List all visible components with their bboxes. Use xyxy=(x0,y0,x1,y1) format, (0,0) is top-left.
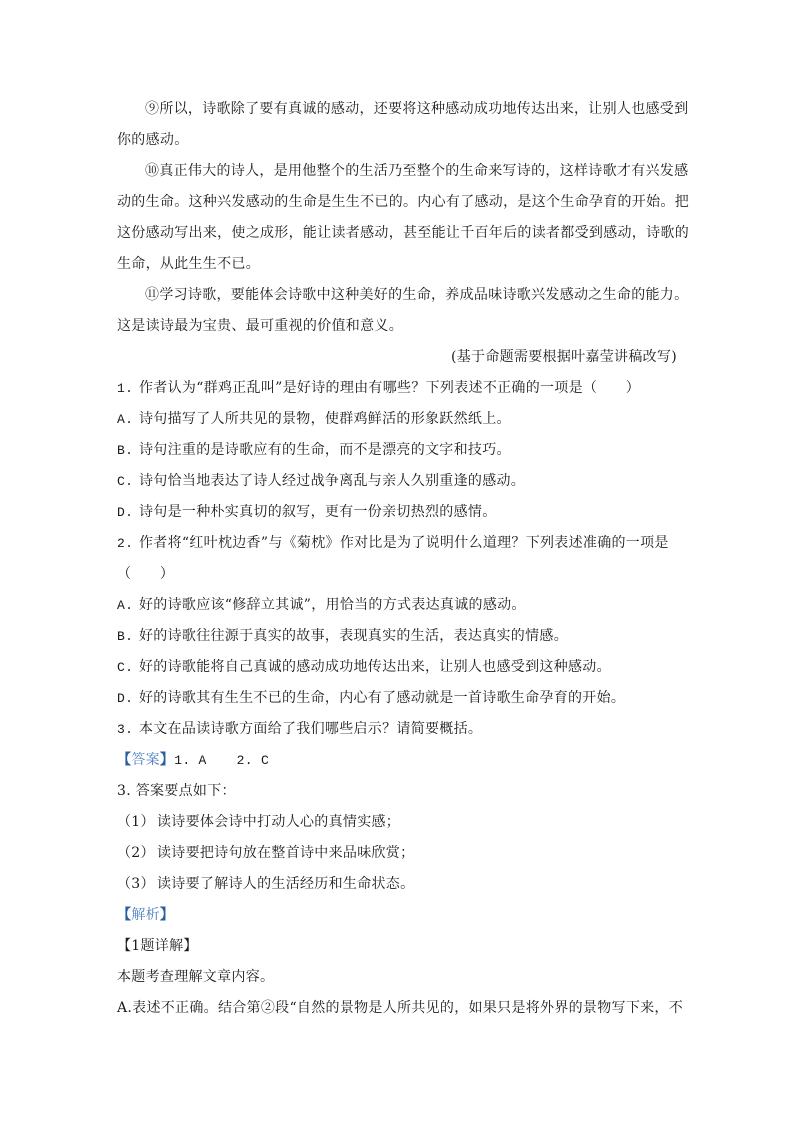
option-letter: B. xyxy=(117,629,134,644)
option-letter: D. xyxy=(117,505,134,520)
point-number: （2） xyxy=(117,845,155,861)
analysis-section xyxy=(117,900,684,1024)
question-number: 1. xyxy=(117,381,134,396)
label-bracket-close: 】 xyxy=(159,752,175,768)
answer-point: （2） 读诗要把诗句放在整首诗中来品味欣赏； xyxy=(117,838,677,869)
answer-header xyxy=(117,745,677,776)
question-3 xyxy=(117,714,677,745)
detail-heading: 【1题详解】 xyxy=(117,938,198,954)
option-a: A. 诗句描写了人所共见的景物，使群鸡鲜活的形象跃然纸上。 xyxy=(117,404,677,435)
point-number: （1） xyxy=(117,814,155,830)
paragraph-line: 这是读诗最为宝贵、最可重视的价值和意义。 xyxy=(117,318,403,334)
analysis-header xyxy=(117,900,677,931)
answer-q3-intro: 3. 答案要点如下： xyxy=(117,783,236,799)
analysis-line-a: A.表述不正确。结合第②段“自然的景物是人所共见的，如果只是将外界的景物写下来，不 xyxy=(117,1000,684,1016)
option-letter: A. xyxy=(117,412,134,427)
option-letter: A. xyxy=(117,598,134,613)
point-number: （3） xyxy=(117,876,155,892)
option-a: A. 好的诗歌应该“修辞立其诚”，用恰当的方式表达真诚的感动。 xyxy=(117,590,677,621)
answer-label: 答案 xyxy=(131,752,160,768)
question-stem: 1. 作者认为“群鸡正乱叫”是好诗的理由有哪些？下列表述不正确的一项是（ ） xyxy=(117,373,677,404)
paragraph-line: 你的感动。 xyxy=(117,132,189,148)
paragraph-line: 生命，从此生生不已。 xyxy=(117,256,260,272)
paragraph-line: 动的生命。这种兴发感动的生命是生生不已的。内心有了感动，是这个生命孕育的开始。把 xyxy=(117,194,689,210)
label-bracket-open: 【 xyxy=(117,907,132,923)
label-bracket-close: 】 xyxy=(159,907,175,923)
option-letter: C. xyxy=(117,660,134,675)
paragraph-10 xyxy=(117,156,689,280)
question-1 xyxy=(117,373,677,528)
question-stem-continued: （ ） xyxy=(117,566,175,582)
paragraph-line: ⑨所以，诗歌除了要有真诚的感动，还要将这种感动成功地传达出来，让别人也感受到 xyxy=(145,101,689,117)
question-2 xyxy=(117,528,677,714)
option-d: D. 好的诗歌其有生生不已的生命，内心有了感动就是一首诗歌生命孕育的开始。 xyxy=(117,683,677,714)
label-bracket-open: 【 xyxy=(117,752,132,768)
option-letter: C. xyxy=(117,474,134,489)
document-page xyxy=(117,94,689,1024)
question-stem: 3. 本文在品读诗歌方面给了我们哪些启示？请简要概括。 xyxy=(117,714,677,745)
paragraph-line: ⑩真正伟大的诗人，是用他整个的生活乃至整个的生命来写诗的，这样诗歌才有兴发感 xyxy=(145,163,689,179)
answer-point: （1） 读诗要体会诗中打动人心的真情实感； xyxy=(117,807,677,838)
paragraph-marker: ⑩ xyxy=(145,163,160,179)
answer-point: （3） 读诗要了解诗人的生活经历和生命状态。 xyxy=(117,869,677,900)
paragraph-9 xyxy=(117,94,689,156)
answer-q1: 1. A xyxy=(174,753,207,768)
paragraph-line: ⑪学习诗歌，要能体会诗歌中这种美好的生命，养成品味诗歌兴发感动之生命的能力。 xyxy=(145,287,689,303)
option-c: C. 好的诗歌能将自己真诚的感动成功地传达出来，让别人也感受到这种感动。 xyxy=(117,652,677,683)
option-b: B. 好的诗歌往往源于真实的故事，表现真实的生活，表达真实的情感。 xyxy=(117,621,677,652)
answer-section xyxy=(117,745,677,900)
answer-q2: 2. C xyxy=(236,753,270,768)
analysis-intro: 本题考查理解文章内容。 xyxy=(117,969,275,985)
question-number: 3. xyxy=(117,722,134,737)
option-b: B. 诗句注重的是诗歌应有的生命，而不是漂亮的文字和技巧。 xyxy=(117,435,677,466)
question-stem: 2. 作者将“红叶枕边香”与《菊枕》作对比是为了说明什么道理？下列表述准确的一项是 xyxy=(117,528,677,559)
option-c: C. 诗句恰当地表达了诗人经过战争离乱与亲人久别重逢的感动。 xyxy=(117,466,677,497)
paragraph-marker: ⑨ xyxy=(145,101,160,117)
paragraph-11 xyxy=(117,280,689,342)
analysis-label: 解析 xyxy=(131,907,160,923)
option-d: D. 诗句是一种朴实真切的叙写，更有一份亲切热烈的感情。 xyxy=(117,497,677,528)
option-letter: D. xyxy=(117,691,134,706)
option-letter: B. xyxy=(117,443,134,458)
question-number: 2. xyxy=(117,536,134,551)
paragraph-marker: ⑪ xyxy=(145,287,160,303)
paragraph-line: 这份感动写出来，使之成形，能让读者感动，甚至能让千百年后的读者都受到感动，诗歌的 xyxy=(117,225,689,241)
source-note: (基于命题需要根据叶嘉莹讲稿改写) xyxy=(450,349,677,365)
